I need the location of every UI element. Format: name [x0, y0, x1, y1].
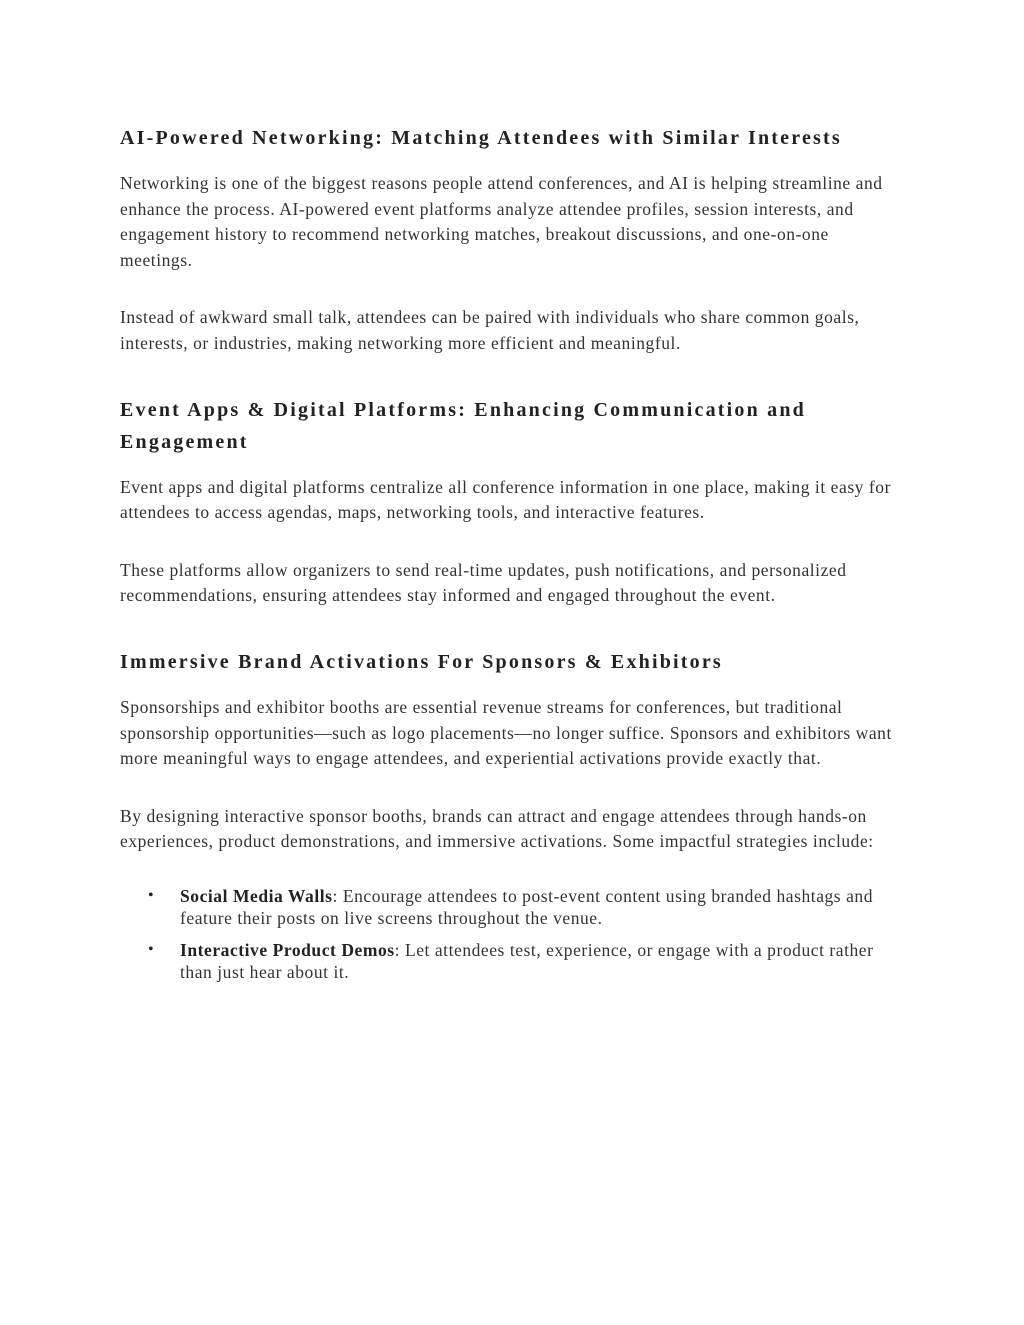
paragraph: Sponsorships and exhibitor booths are essential revenue streams for conferences, but traditional sponsorship opportunities—such as logo placements—no longer suffice. Sponsors and exhibitors want more meaningful ways to engage attendees, and experiential activations provide exactly that.	[120, 696, 892, 769]
bullet-icon: •	[148, 940, 155, 958]
list-item-term: Social Media Walls	[180, 885, 333, 906]
bullet-icon: •	[148, 886, 155, 904]
list-item	[120, 885, 900, 930]
paragraph: Event apps and digital platforms centralize all conference information in one place, making it easy for attendees to access agendas, maps, networking tools, and interactive features.	[120, 476, 891, 523]
paragraph: Instead of awkward small talk, attendees can be paired with individuals who share common goals, interests, or industries, making networking more efficient and meaningful.	[120, 307, 860, 353]
paragraph: By designing interactive sponsor booths, brands can attract and engage attendees through hands-on experiences, product demonstrations, and immersive activations. Some impactful strategies include:	[120, 805, 874, 852]
section-event-apps	[120, 394, 900, 609]
list-item-term: Interactive Product Demos	[180, 939, 395, 960]
section-heading: AI-Powered Networking: Matching Attendees with Similar Interests	[120, 127, 842, 149]
list-item-text: : Let attendees test, experience, or engage with a product rather than just hear about it.	[180, 939, 874, 983]
section-brand-activations	[120, 646, 900, 984]
paragraph: These platforms allow organizers to send real-time updates, push notifications, and personalized recommendations, ensuring attendees stay informed and engaged throughout the event.	[120, 559, 847, 606]
list-item	[120, 939, 900, 984]
document-page	[120, 122, 900, 993]
section-heading: Immersive Brand Activations For Sponsors & Exhibitors	[120, 650, 723, 673]
section-heading: Event Apps & Digital Platforms: Enhancing Communication and Engagement	[120, 398, 806, 453]
list-item-text: : Encourage attendees to post-event content using branded hashtags and feature their posts on live screens throughout the venue.	[180, 885, 874, 929]
section-ai-networking	[120, 122, 900, 357]
paragraph: Networking is one of the biggest reasons people attend conferences, and AI is helping streamline and enhance the process. AI-powered event platforms analyze attendee profiles, session interests, and engagement history to recommend networking matches, breakout discussions, and one-on-one meetings.	[120, 173, 883, 270]
strategy-list	[120, 885, 900, 984]
